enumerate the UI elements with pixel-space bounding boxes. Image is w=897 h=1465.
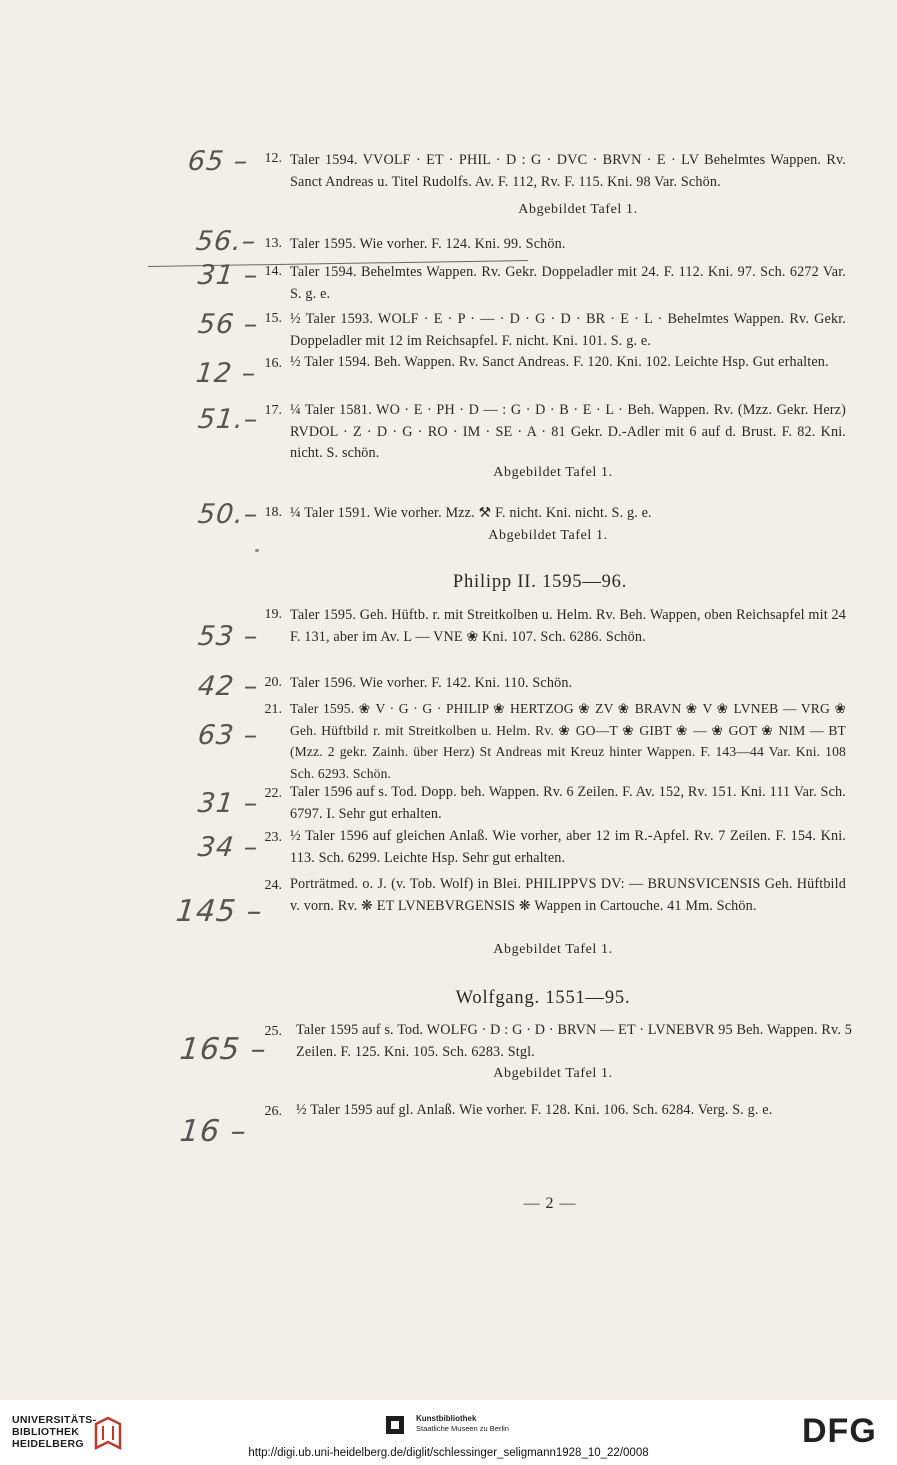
entry-number: 22. <box>264 786 282 801</box>
entry-text: Taler 1595. Wie vorher. F. 124. Kni. 99. Schön. <box>290 236 566 252</box>
pencil-price-mark: 34 – <box>196 832 261 863</box>
source-url[interactable]: http://digi.ub.uni-heidelberg.de/diglit/schlessinger_seligmann1928_10_22/0008 <box>248 1447 649 1459</box>
entry-number: 13. <box>264 236 282 251</box>
section-heading-philipp: Philipp II. 1595—96. <box>452 572 628 592</box>
pencil-price-mark: 56.– <box>194 226 259 257</box>
plate-reference: Abgebildet Tafel 1. <box>493 942 613 957</box>
entry-number: 26. <box>264 1104 282 1119</box>
entry-text: Taler 1595 auf s. Tod. WOLFG · D : G · D · BRVN — ET · LVNEBVR 95 Beh. Wappen. Rv. 5 Zeilen. F. 125. Kni. 105. Sch. 6283. Stgl. <box>296 1022 852 1060</box>
entry-number: 19. <box>264 607 282 622</box>
page-number: — 2 — <box>523 1195 577 1212</box>
paper-speck <box>255 549 259 552</box>
entry-number: 21. <box>264 702 282 717</box>
kunstbibliothek-subtitle: Staatliche Museen zu Berlin <box>416 1424 509 1433</box>
pencil-price-mark: 165 – <box>178 1032 269 1067</box>
pencil-price-mark: 63 – <box>196 720 261 751</box>
kunstbibliothek-icon <box>384 1414 406 1438</box>
pencil-price-mark: 145 – <box>174 894 265 929</box>
pencil-price-mark: 65 – <box>186 146 251 177</box>
pencil-price-mark: 31 – <box>196 260 261 291</box>
plate-reference: Abgebildet Tafel 1. <box>488 528 608 543</box>
entry-text: ¼ Taler 1591. Wie vorher. Mzz. ⚒ F. nicht. Kni. nicht. S. g. e. <box>290 505 652 521</box>
section-heading-wolfgang: Wolfgang. 1551—95. <box>455 988 631 1008</box>
heidelberg-library-icon <box>94 1416 122 1450</box>
pencil-price-mark: 50.– <box>196 499 261 530</box>
plate-reference: Abgebildet Tafel 1. <box>493 465 613 480</box>
kunstbibliothek-text <box>416 1414 509 1434</box>
entry-number: 15. <box>264 311 282 326</box>
pencil-price-mark: 12 – <box>194 358 259 389</box>
entry-text: ½ Taler 1596 auf gleichen Anlaß. Wie vorher, aber 12 im R.-Apfel. Rv. 7 Zeilen. F. 154. Kni. 113. Sch. 6299. Leichte Hsp. Sehr gut erhalten. <box>290 828 846 866</box>
entry-text: Taler 1595. ❀ V · G · G · PHILIP ❀ HERTZOG ❀ ZV ❀ BRAVN ❀ V ❀ LVNEB — VRG ❀ Geh. Hüftbild r. mit Streitkolben u. Helm. Rv. ❀ GO—T ❀ GIBT ❀ — ❀ GOT ❀ NIM — BT (Mzz. 2 gekr. Zainh. über Herz) St Andreas mit Kreuz hinter Wappen. F. 143—44 Var. Kni. 108 Sch. 6293. Schön. <box>290 701 846 781</box>
pencil-price-mark: 56 – <box>196 309 261 340</box>
entry-number: 17. <box>264 403 282 418</box>
pencil-price-mark: 31 – <box>196 788 261 819</box>
entry-text: ¼ Taler 1581. WO · E · PH · D — : G · D · B · E · L · Beh. Wappen. Rv. (Mzz. Gekr. Herz) RVDOL · Z · D · G · RO · IM · SE · A · 81 Gekr. D.-Adler mit 6 auf d. Brust. F. 82. Kni. nicht. S. schön. <box>290 402 846 461</box>
entry-text: Taler 1594. VVOLF · ET · PHIL · D : G · DVC · BRVN · E · LV Behelmtes Wappen. Rv. Sanct Andreas u. Titel Rudolfs. Av. F. 112, Rv. F. 115. Kni. 98 Var. Schön. <box>290 152 846 190</box>
pencil-price-mark: 42 – <box>196 671 261 702</box>
entry-number: 14. <box>264 264 282 279</box>
entry-text: Taler 1596 auf s. Tod. Dopp. beh. Wappen. Rv. 6 Zeilen. F. Av. 152, Rv. 151. Kni. 111 Var. Sch. 6797. I. Sehr gut erhalten. <box>290 784 846 822</box>
dfg-logo: DFG <box>802 1412 877 1450</box>
entry-number: 18. <box>264 505 282 520</box>
entry-number: 24. <box>264 878 282 893</box>
entry-text: ½ Taler 1593. WOLF · E · P · — · D · G · D · BR · E · L · Behelmtes Wappen. Rv. Gekr. Doppeladler mit 12 im Reichsapfel. F. nicht. Kni. 101. S. g. e. <box>290 311 846 349</box>
university-line: UNIVERSITÄTS- <box>12 1414 97 1426</box>
entry-number: 25. <box>264 1024 282 1039</box>
pencil-price-mark: 51.– <box>196 404 261 435</box>
pencil-price-mark: 53 – <box>196 621 261 652</box>
university-line: HEIDELBERG <box>12 1438 84 1450</box>
university-library-logo-text <box>12 1414 96 1450</box>
entry-text: ½ Taler 1595 auf gl. Anlaß. Wie vorher. F. 128. Kni. 106. Sch. 6284. Verg. S. g. e. <box>296 1102 773 1118</box>
entry-text: Porträtmed. o. J. (v. Tob. Wolf) in Blei. PHILIPPVS DV: — BRUNSVICENSIS Geh. Hüftbild v. vorn. Rv. ❋ ET LVNEBVRGENSIS ❋ Wappen in Cartouche. 41 Mm. Schön. <box>290 876 846 914</box>
pencil-price-mark: 16 – <box>178 1114 249 1149</box>
entry-text: Taler 1594. Behelmtes Wappen. Rv. Gekr. Doppeladler mit 24. F. 112. Kni. 97. Sch. 6272 Var. S. g. e. <box>290 264 846 302</box>
university-line: BIBLIOTHEK <box>12 1426 80 1438</box>
entry-number: 20. <box>264 675 282 690</box>
entry-number: 16. <box>264 356 282 371</box>
plate-reference: Abgebildet Tafel 1. <box>493 1066 613 1081</box>
entry-text: ½ Taler 1594. Beh. Wappen. Rv. Sanct Andreas. F. 120. Kni. 102. Leichte Hsp. Gut erhalten. <box>290 354 829 370</box>
entry-text: Taler 1595. Geh. Hüftb. r. mit Streitkolben u. Helm. Rv. Beh. Wappen, oben Reichsapfel mit 24 F. 131, aber im Av. L — VNE ❀ Kni. 107. Sch. 6286. Schön. <box>290 607 846 645</box>
kunstbibliothek-title: Kunstbibliothek <box>416 1414 477 1423</box>
plate-reference: Abgebildet Tafel 1. <box>518 202 638 217</box>
entry-text: Taler 1596. Wie vorher. F. 142. Kni. 110. Schön. <box>290 675 573 691</box>
digitization-footer <box>0 1400 897 1465</box>
entry-number: 23. <box>264 830 282 845</box>
entry-number: 12. <box>264 151 282 166</box>
